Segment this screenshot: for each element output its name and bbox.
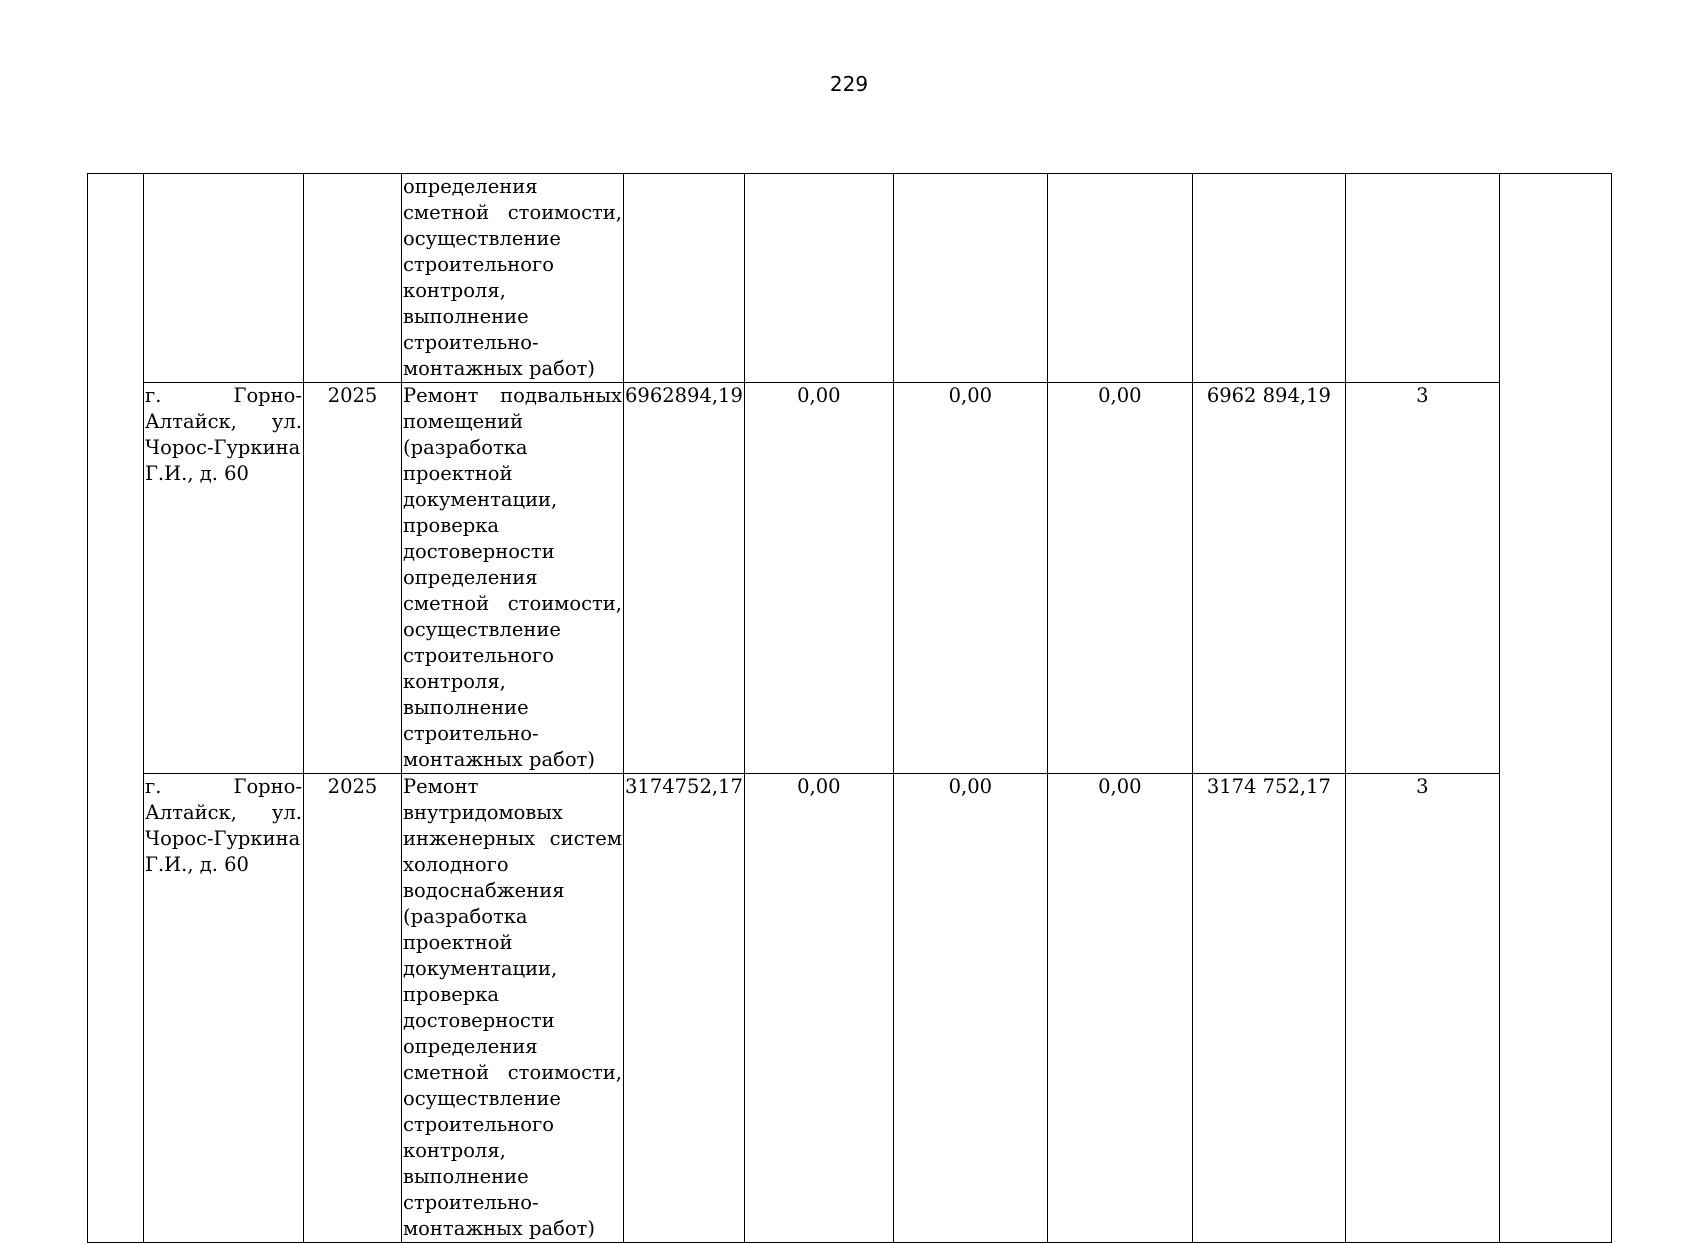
- cost-final-cell: [1192, 174, 1345, 383]
- address-cell: г. Горно-Алтайск, ул. Чорос-Гуркина Г.И., д. 60: [144, 774, 304, 1243]
- program-table: [87, 173, 1612, 1243]
- cost-final-cell: 6962 894,19: [1192, 383, 1345, 774]
- table-row: [88, 383, 1612, 774]
- funding-b-cell: [893, 174, 1047, 383]
- funding-c-cell: 0,00: [1047, 774, 1192, 1243]
- funding-b-cell: 0,00: [893, 774, 1047, 1243]
- cost-total-cell: [624, 174, 745, 383]
- work-description-cell: определения сметной стоимости, осуществление строительного контроля, выполнение строительно-монтажных работ): [402, 174, 624, 383]
- funding-a-cell: 0,00: [744, 383, 893, 774]
- count-cell: 3: [1345, 383, 1499, 774]
- funding-a-cell: [744, 174, 893, 383]
- address-cell: [144, 174, 304, 383]
- row-number-cell: [88, 174, 144, 1243]
- page-number: 229: [829, 72, 869, 96]
- funding-c-cell: 0,00: [1047, 383, 1192, 774]
- count-cell: [1345, 174, 1499, 383]
- year-cell: 2025: [304, 774, 402, 1243]
- address-cell: г. Горно-Алтайск, ул. Чорос-Гуркина Г.И., д. 60: [144, 383, 304, 774]
- funding-b-cell: 0,00: [893, 383, 1047, 774]
- work-description-cell: Ремонт подвальных помещений (разработка проектной документации, проверка достоверности определения сметной стоимости, осуществление строительного контроля, выполнение строительно-монтажных работ): [402, 383, 624, 774]
- count-cell: 3: [1345, 774, 1499, 1243]
- cost-total-cell: 3174752,17: [624, 774, 745, 1243]
- year-cell: [304, 174, 402, 383]
- funding-c-cell: [1047, 174, 1192, 383]
- cost-total-cell: 6962894,19: [624, 383, 745, 774]
- table-row: [88, 174, 1612, 383]
- work-description-cell: Ремонт внутридомовых инженерных систем холодного водоснабжения (разработка проектной документации, проверка достоверности определения сметной стоимости, осуществление строительного контроля, выполнение строительно-монтажных работ): [402, 774, 624, 1243]
- table-row: [88, 774, 1612, 1243]
- year-cell: 2025: [304, 383, 402, 774]
- funding-a-cell: 0,00: [744, 774, 893, 1243]
- notes-cell: [1499, 174, 1611, 1243]
- cost-final-cell: 3174 752,17: [1192, 774, 1345, 1243]
